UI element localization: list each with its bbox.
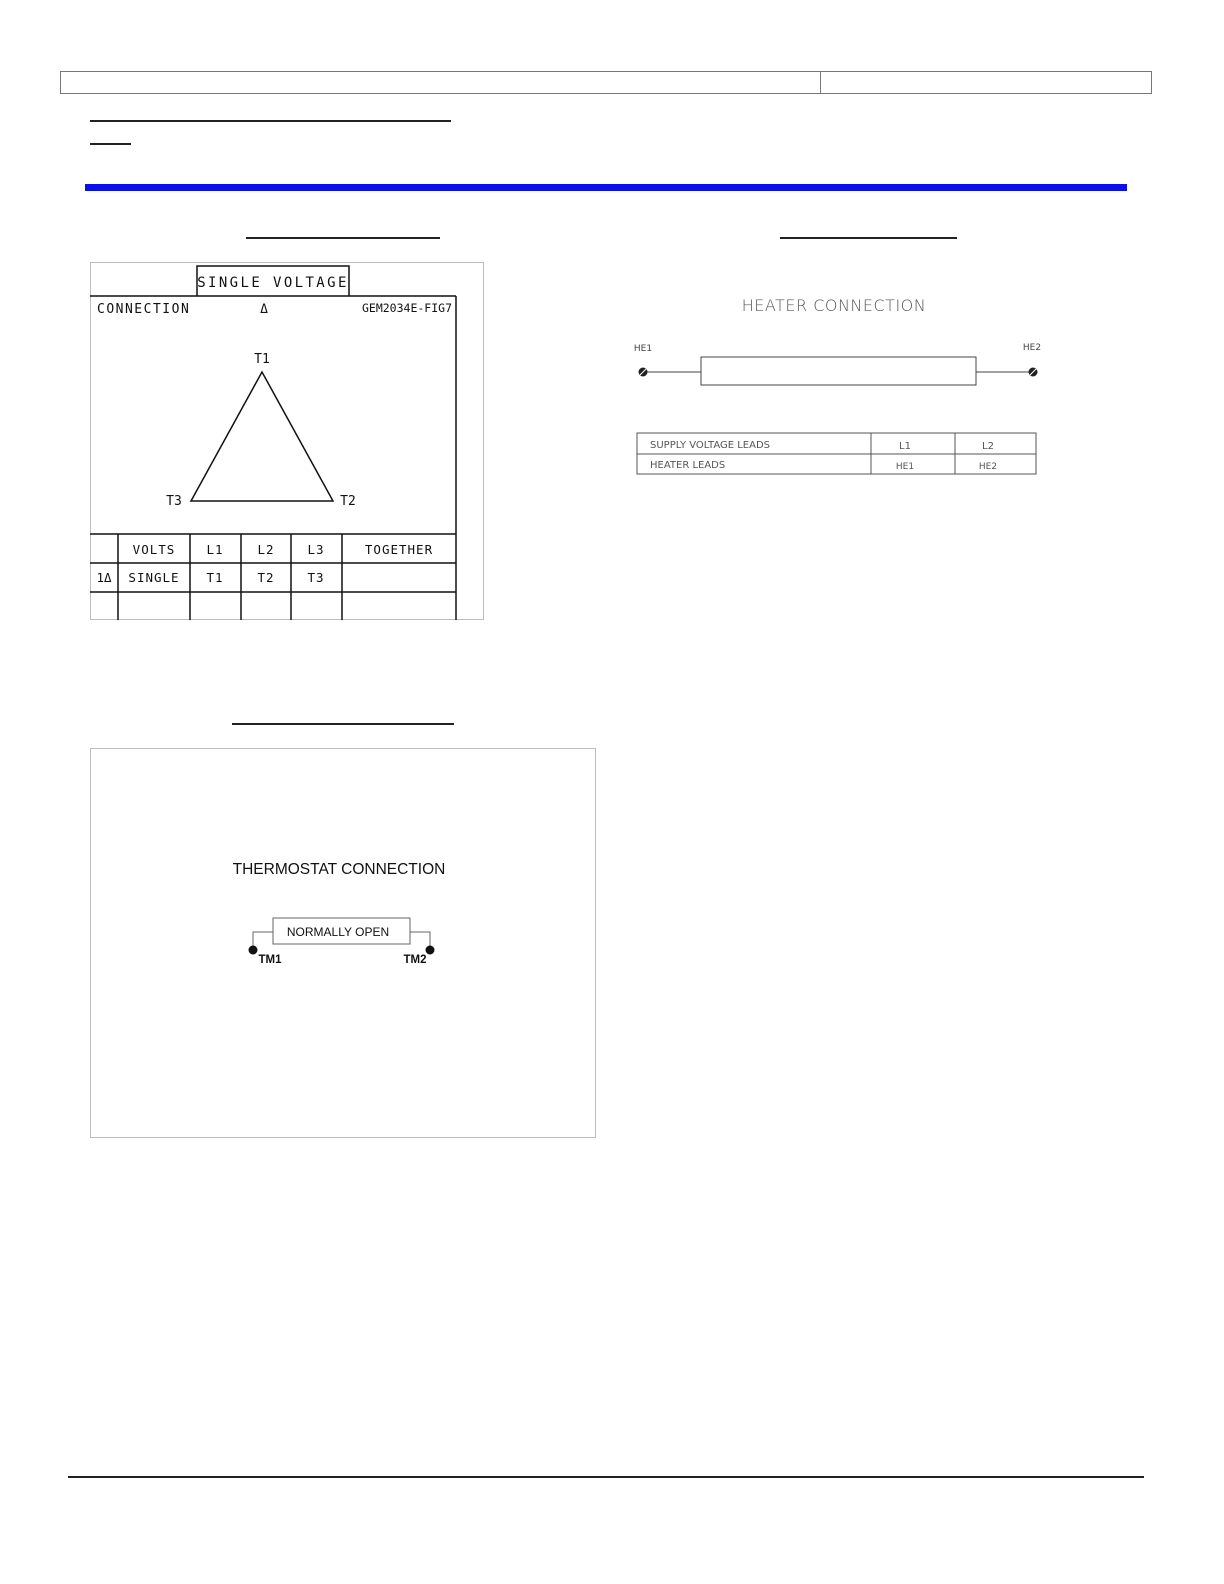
table-header-l2: L2 bbox=[257, 542, 275, 557]
delta-symbol: Δ bbox=[260, 302, 268, 317]
table-header-volts: VOLTS bbox=[132, 542, 176, 557]
motor-section-heading-line bbox=[246, 237, 440, 239]
thermostat-section-heading-line bbox=[232, 723, 454, 725]
voltage-tab-label: SINGLE VOLTAGE bbox=[197, 275, 349, 291]
table-cell-l1: T1 bbox=[206, 570, 224, 585]
heater-section-heading-line bbox=[780, 237, 957, 239]
thermostat-terminal-left bbox=[249, 946, 258, 955]
table-cell-l3: T3 bbox=[307, 570, 325, 585]
accent-divider bbox=[85, 184, 1127, 191]
table-header-l3: L3 bbox=[307, 542, 325, 557]
footer-line bbox=[68, 1476, 1144, 1478]
heater-table-row2-he1: HE1 bbox=[895, 462, 915, 472]
heater-lead-right: HE2 bbox=[1022, 343, 1042, 353]
heater-table-row1-label: SUPPLY VOLTAGE LEADS bbox=[650, 440, 771, 451]
table-cell-volts: SINGLE bbox=[128, 570, 180, 585]
heater-element bbox=[701, 357, 976, 385]
heater-terminal-left bbox=[639, 368, 648, 377]
header-cell-right bbox=[820, 71, 1152, 94]
heater-connection-diagram bbox=[630, 285, 1050, 485]
table-header-l1: L1 bbox=[206, 542, 224, 557]
figure-id: GEM2034E-FIG7 bbox=[361, 301, 452, 315]
heater-table-row1-l1: L1 bbox=[899, 441, 911, 452]
heater-table-row2-he2: HE2 bbox=[978, 462, 998, 472]
thermostat-lead-right: TM2 bbox=[403, 954, 427, 966]
terminal-t1: T1 bbox=[254, 352, 270, 367]
heater-table-row2-label: HEATER LEADS bbox=[650, 460, 726, 471]
thermostat-terminal-right bbox=[426, 946, 435, 955]
terminal-t3: T3 bbox=[166, 494, 182, 509]
table-cell-conn: 1Δ bbox=[96, 570, 112, 585]
subtitle-line bbox=[90, 143, 131, 145]
terminal-t2: T2 bbox=[340, 494, 356, 509]
delta-triangle bbox=[191, 372, 333, 501]
connection-label: CONNECTION bbox=[97, 302, 191, 317]
table-cell-l2: T2 bbox=[257, 570, 275, 585]
heater-lead-left: HE1 bbox=[633, 344, 653, 354]
title-line bbox=[90, 120, 451, 122]
header-cell-left bbox=[60, 71, 821, 94]
thermostat-lead-left: TM1 bbox=[258, 954, 282, 966]
thermostat-connection-diagram bbox=[90, 748, 596, 1138]
motor-connection-diagram bbox=[90, 262, 484, 620]
heater-table-row1-l2: L2 bbox=[982, 441, 994, 452]
heater-title: HEATER CONNECTION bbox=[741, 296, 927, 315]
thermostat-title: THERMOSTAT CONNECTION bbox=[232, 861, 446, 878]
thermostat-switch-label: NORMALLY OPEN bbox=[286, 925, 390, 939]
heater-terminal-right bbox=[1029, 368, 1038, 377]
table-header-together: TOGETHER bbox=[364, 542, 434, 557]
